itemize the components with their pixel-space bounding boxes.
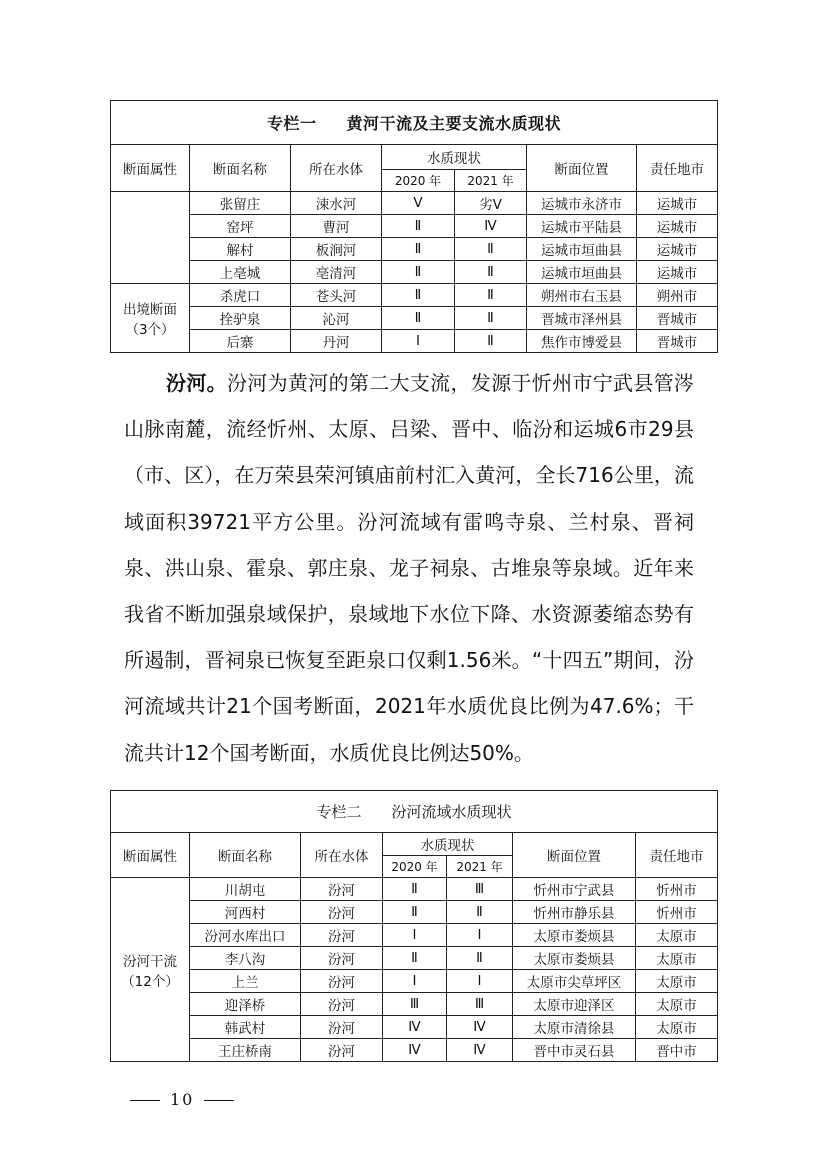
cell-location: 运城市永济市 bbox=[527, 192, 637, 215]
page-number bbox=[120, 1090, 244, 1109]
table-row bbox=[111, 238, 718, 261]
cell-location: 晋中市灵石县 bbox=[513, 1039, 636, 1062]
cell-q2021: Ⅱ bbox=[455, 284, 527, 307]
water-quality-table-2 bbox=[110, 790, 718, 1062]
cell-city: 太原市 bbox=[636, 970, 718, 993]
cell-city: 运城市 bbox=[637, 261, 718, 284]
cell-q2021: Ⅱ bbox=[455, 330, 527, 353]
cell-city: 运城市 bbox=[637, 215, 718, 238]
cell-location: 太原市清徐县 bbox=[513, 1016, 636, 1039]
cell-name: 河西村 bbox=[190, 901, 301, 924]
group-cell-blank bbox=[111, 192, 190, 284]
cell-q2020: Ⅱ bbox=[382, 238, 455, 261]
cell-q2020: Ⅱ bbox=[383, 878, 447, 901]
header-attr: 断面属性 bbox=[111, 145, 190, 192]
cell-city: 太原市 bbox=[636, 924, 718, 947]
cell-water: 曹河 bbox=[291, 215, 382, 238]
cell-q2020: Ⅱ bbox=[382, 215, 455, 238]
cell-water: 丹河 bbox=[291, 330, 382, 353]
table-row bbox=[111, 1016, 718, 1039]
water-quality-table-1 bbox=[110, 100, 718, 353]
cell-name: 川胡屯 bbox=[190, 878, 301, 901]
cell-water: 汾河 bbox=[301, 878, 383, 901]
cell-location: 朔州市右玉县 bbox=[527, 284, 637, 307]
header-name: 断面名称 bbox=[190, 833, 301, 878]
cell-location: 忻州市宁武县 bbox=[513, 878, 636, 901]
cell-location: 运城市平陆县 bbox=[527, 215, 637, 238]
cell-q2021: Ⅱ bbox=[447, 901, 513, 924]
cell-city: 太原市 bbox=[636, 1016, 718, 1039]
cell-city: 忻州市 bbox=[636, 901, 718, 924]
cell-water: 板涧河 bbox=[291, 238, 382, 261]
group-cell-mainstream bbox=[111, 878, 190, 1062]
cell-q2021: Ⅳ bbox=[447, 1016, 513, 1039]
cell-name: 拴驴泉 bbox=[190, 307, 291, 330]
cell-name: 解村 bbox=[190, 238, 291, 261]
table-title bbox=[111, 791, 718, 833]
cell-location: 晋城市泽州县 bbox=[527, 307, 637, 330]
header-2020: 2020 年 bbox=[382, 170, 455, 192]
group-count: （3个） bbox=[125, 322, 175, 338]
cell-water: 汾河 bbox=[301, 970, 383, 993]
cell-water: 涑水河 bbox=[291, 192, 382, 215]
cell-q2020: Ⅳ bbox=[383, 1016, 447, 1039]
table-title-prefix: 专栏二 bbox=[316, 803, 362, 821]
cell-q2020: Ⅰ bbox=[382, 330, 455, 353]
table-row bbox=[111, 924, 718, 947]
cell-q2021: Ⅲ bbox=[447, 878, 513, 901]
cell-name: 王庄桥南 bbox=[190, 1039, 301, 1062]
paragraph-lead: 汾河。 bbox=[166, 371, 227, 395]
cell-city: 忻州市 bbox=[636, 878, 718, 901]
table-row bbox=[111, 192, 718, 215]
cell-name: 李八沟 bbox=[190, 947, 301, 970]
cell-name: 韩武村 bbox=[190, 1016, 301, 1039]
table-row bbox=[111, 993, 718, 1016]
cell-location: 运城市垣曲县 bbox=[527, 261, 637, 284]
cell-location: 焦作市博爱县 bbox=[527, 330, 637, 353]
cell-q2020: Ⅰ bbox=[383, 924, 447, 947]
cell-water: 亳清河 bbox=[291, 261, 382, 284]
page-number-value: 10 bbox=[170, 1090, 195, 1109]
group-label: 出境断面 bbox=[123, 302, 177, 318]
cell-water: 汾河 bbox=[301, 1016, 383, 1039]
table-row bbox=[111, 261, 718, 284]
header-city: 责任地市 bbox=[637, 145, 718, 192]
cell-city: 晋城市 bbox=[637, 307, 718, 330]
cell-name: 张留庄 bbox=[190, 192, 291, 215]
cell-name: 上亳城 bbox=[190, 261, 291, 284]
table-row bbox=[111, 215, 718, 238]
cell-water: 汾河 bbox=[301, 901, 383, 924]
cell-q2021: Ⅰ bbox=[447, 970, 513, 993]
cell-name: 窑坪 bbox=[190, 215, 291, 238]
table-row bbox=[111, 901, 718, 924]
cell-q2020: Ⅱ bbox=[383, 947, 447, 970]
cell-q2020: Ⅲ bbox=[383, 993, 447, 1016]
table-row bbox=[111, 330, 718, 353]
cell-q2021: Ⅱ bbox=[455, 238, 527, 261]
cell-name: 杀虎口 bbox=[190, 284, 291, 307]
cell-name: 汾河水库出口 bbox=[190, 924, 301, 947]
cell-q2020: Ⅳ bbox=[383, 1039, 447, 1062]
group-label: 汾河干流 bbox=[123, 953, 177, 970]
cell-location: 太原市迎泽区 bbox=[513, 993, 636, 1016]
cell-q2021: Ⅰ bbox=[447, 924, 513, 947]
paragraph-text: 汾河为黄河的第二大支流，发源于忻州市宁武县管涔山脉南麓，流经忻州、太原、吕梁、晋中、临汾和运城6市29县（市、区），在万荣县荣河镇庙前村汇入黄河，全长716公里，流域面积39721平方公里。汾河流域有雷鸣寺泉、兰村泉、晋祠泉、洪山泉、霍泉、郭庄泉、龙子祠泉、古堆泉等泉域。近年来我省不断加强泉域保护，泉域地下水位下降、水资源萎缩态势有所遏制，晋祠泉已恢复至距泉口仅剩1.56米。“十四五”期间，汾河流域共计21个国考断面，2021年水质优良比例为47.6%；干流共计12个国考断面，水质优良比例达50%。 bbox=[124, 371, 695, 765]
table-row bbox=[111, 878, 718, 901]
cell-city: 运城市 bbox=[637, 238, 718, 261]
header-name: 断面名称 bbox=[190, 145, 291, 192]
table-row bbox=[111, 1039, 718, 1062]
header-water: 所在水体 bbox=[301, 833, 383, 878]
header-2021: 2021 年 bbox=[447, 856, 513, 878]
cell-q2020: Ⅱ bbox=[382, 307, 455, 330]
group-count: （12个） bbox=[121, 973, 179, 990]
cell-q2021: Ⅱ bbox=[455, 307, 527, 330]
cell-water: 汾河 bbox=[301, 924, 383, 947]
header-attr: 断面属性 bbox=[111, 833, 190, 878]
group-cell-exit bbox=[111, 284, 190, 353]
cell-water: 沁河 bbox=[291, 307, 382, 330]
header-water: 所在水体 bbox=[291, 145, 382, 192]
header-city: 责任地市 bbox=[636, 833, 718, 878]
body-paragraph bbox=[124, 360, 694, 776]
cell-location: 太原市娄烦县 bbox=[513, 924, 636, 947]
cell-q2021: Ⅳ bbox=[455, 215, 527, 238]
page-number-dash-left bbox=[130, 1100, 160, 1101]
header-location: 断面位置 bbox=[527, 145, 637, 192]
cell-name: 迎泽桥 bbox=[190, 993, 301, 1016]
cell-q2021: Ⅱ bbox=[447, 947, 513, 970]
cell-water: 汾河 bbox=[301, 947, 383, 970]
cell-location: 太原市尖草坪区 bbox=[513, 970, 636, 993]
cell-name: 后寨 bbox=[190, 330, 291, 353]
cell-water: 汾河 bbox=[301, 1039, 383, 1062]
header-location: 断面位置 bbox=[513, 833, 636, 878]
table-title-text: 汾河流域水质现状 bbox=[391, 803, 512, 821]
cell-location: 太原市娄烦县 bbox=[513, 947, 636, 970]
table-row bbox=[111, 307, 718, 330]
cell-water: 汾河 bbox=[301, 993, 383, 1016]
cell-location: 运城市垣曲县 bbox=[527, 238, 637, 261]
cell-q2021: Ⅱ bbox=[455, 261, 527, 284]
table-title-prefix: 专栏一 bbox=[267, 114, 317, 133]
table-row bbox=[111, 970, 718, 993]
cell-q2020: Ⅴ bbox=[382, 192, 455, 215]
cell-city: 运城市 bbox=[637, 192, 718, 215]
cell-q2021: 劣Ⅴ bbox=[455, 192, 527, 215]
cell-name: 上兰 bbox=[190, 970, 301, 993]
table-title-text: 黄河干流及主要支流水质现状 bbox=[346, 114, 562, 133]
cell-city: 朔州市 bbox=[637, 284, 718, 307]
table-title bbox=[111, 101, 718, 145]
header-quality: 水质现状 bbox=[382, 145, 527, 170]
page-number-dash-right bbox=[204, 1100, 234, 1101]
table-row bbox=[111, 284, 718, 307]
cell-water: 苍头河 bbox=[291, 284, 382, 307]
cell-location: 忻州市静乐县 bbox=[513, 901, 636, 924]
cell-q2020: Ⅱ bbox=[383, 901, 447, 924]
cell-city: 晋中市 bbox=[636, 1039, 718, 1062]
table-row bbox=[111, 947, 718, 970]
cell-q2021: Ⅲ bbox=[447, 993, 513, 1016]
cell-q2021: Ⅳ bbox=[447, 1039, 513, 1062]
cell-q2020: Ⅰ bbox=[383, 970, 447, 993]
cell-q2020: Ⅱ bbox=[382, 261, 455, 284]
header-2020: 2020 年 bbox=[383, 856, 447, 878]
cell-city: 太原市 bbox=[636, 993, 718, 1016]
header-2021: 2021 年 bbox=[455, 170, 527, 192]
cell-q2020: Ⅱ bbox=[382, 284, 455, 307]
header-quality: 水质现状 bbox=[383, 833, 513, 856]
cell-city: 太原市 bbox=[636, 947, 718, 970]
cell-city: 晋城市 bbox=[637, 330, 718, 353]
